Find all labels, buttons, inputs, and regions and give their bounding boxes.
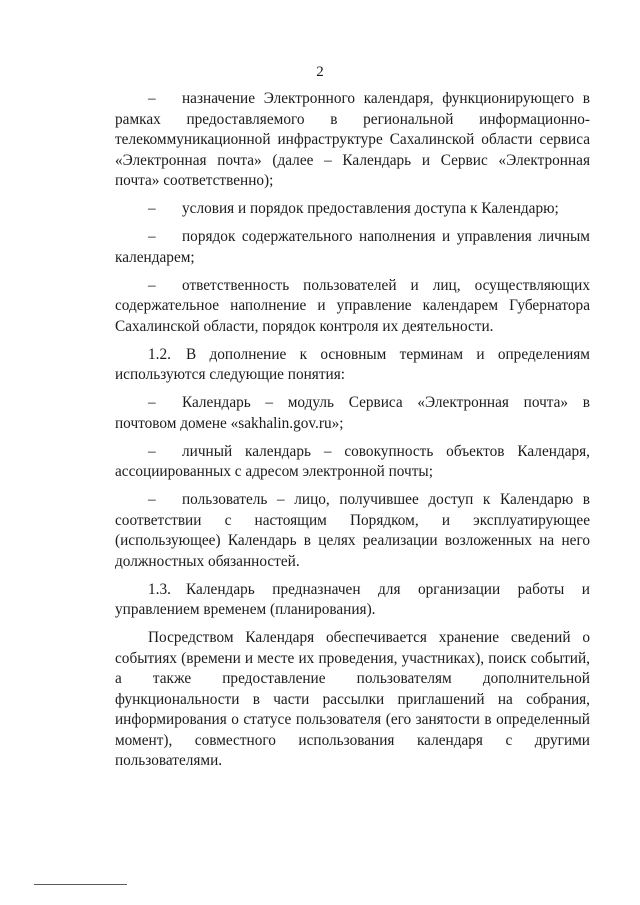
paragraph-text: В дополнение к основным терминам и определениям используются следующие понятия: xyxy=(115,345,590,383)
list-item-content-management xyxy=(115,227,590,268)
page-number: 2 xyxy=(316,64,324,80)
section-number: 1.3. xyxy=(148,580,171,598)
list-dash: – xyxy=(148,90,156,107)
list-dash: – xyxy=(148,394,156,411)
list-dash: – xyxy=(148,276,156,294)
list-dash: – xyxy=(148,491,156,508)
list-item-responsibility xyxy=(115,276,590,338)
paragraph-calendar-functions xyxy=(115,628,590,772)
list-item-access-conditions xyxy=(115,199,590,220)
paragraph-text: личный календарь – совокупность объектов Календаря, ассоциированных с адресом электронной почты; xyxy=(115,442,590,480)
definition-personal-calendar xyxy=(115,442,590,483)
paragraph-text: Посредством Календаря обеспечивается хранение сведений о событиях (времени и месте их проведения, участниках), поиск событий, а также предоставление пользователям дополнительной функциональности в части рассылки приглашений на собрания, информирования о статусе пользователя (его занятости в определенный момент), совместного использования календаря с другими пользователями. xyxy=(115,629,590,769)
section-1-3 xyxy=(115,580,590,621)
definition-user xyxy=(115,490,590,572)
paragraph-text: Календарь – модуль Сервиса «Электронная почта» в почтовом домене «sakhalin.gov.ru»; xyxy=(115,394,590,432)
footnote-separator-line xyxy=(34,884,127,885)
paragraph-text: условия и порядок предоставления доступа к Календарю; xyxy=(182,200,559,217)
paragraph-text: ответственность пользователей и лиц, осуществляющих содержательное наполнение и управление календарем Губернатора Сахалинской области, порядок контроля их деятельности. xyxy=(115,276,590,335)
section-number: 1.2. xyxy=(148,345,171,363)
list-dash: – xyxy=(148,200,156,217)
paragraph-text: назначение Электронного календаря, функционирующего в рамках предоставляемого в региональной информационно-телекоммуникационной инфраструктуре Сахалинской области сервиса «Электронная почта» (далее – Календарь и Сервис «Электронная почта» соответственно); xyxy=(115,90,590,189)
list-dash: – xyxy=(148,228,156,245)
paragraph-text: пользователь – лицо, получившее доступ к Календарю в соответствии с настоящим Порядком, и эксплуатирующее (использующее) Календарь в целях реализации возложенных на него должностных обязанностей. xyxy=(115,491,590,570)
paragraph-text: порядок содержательного наполнения и управления личным календарем; xyxy=(115,228,590,266)
list-item-calendar-purpose xyxy=(115,89,590,192)
list-dash: – xyxy=(148,442,156,460)
definition-calendar xyxy=(115,393,590,434)
paragraph-text: Календарь предназначен для организации работы и управлением временем (планирования). xyxy=(115,580,590,618)
document-body xyxy=(115,89,590,779)
section-1-2 xyxy=(115,345,590,386)
